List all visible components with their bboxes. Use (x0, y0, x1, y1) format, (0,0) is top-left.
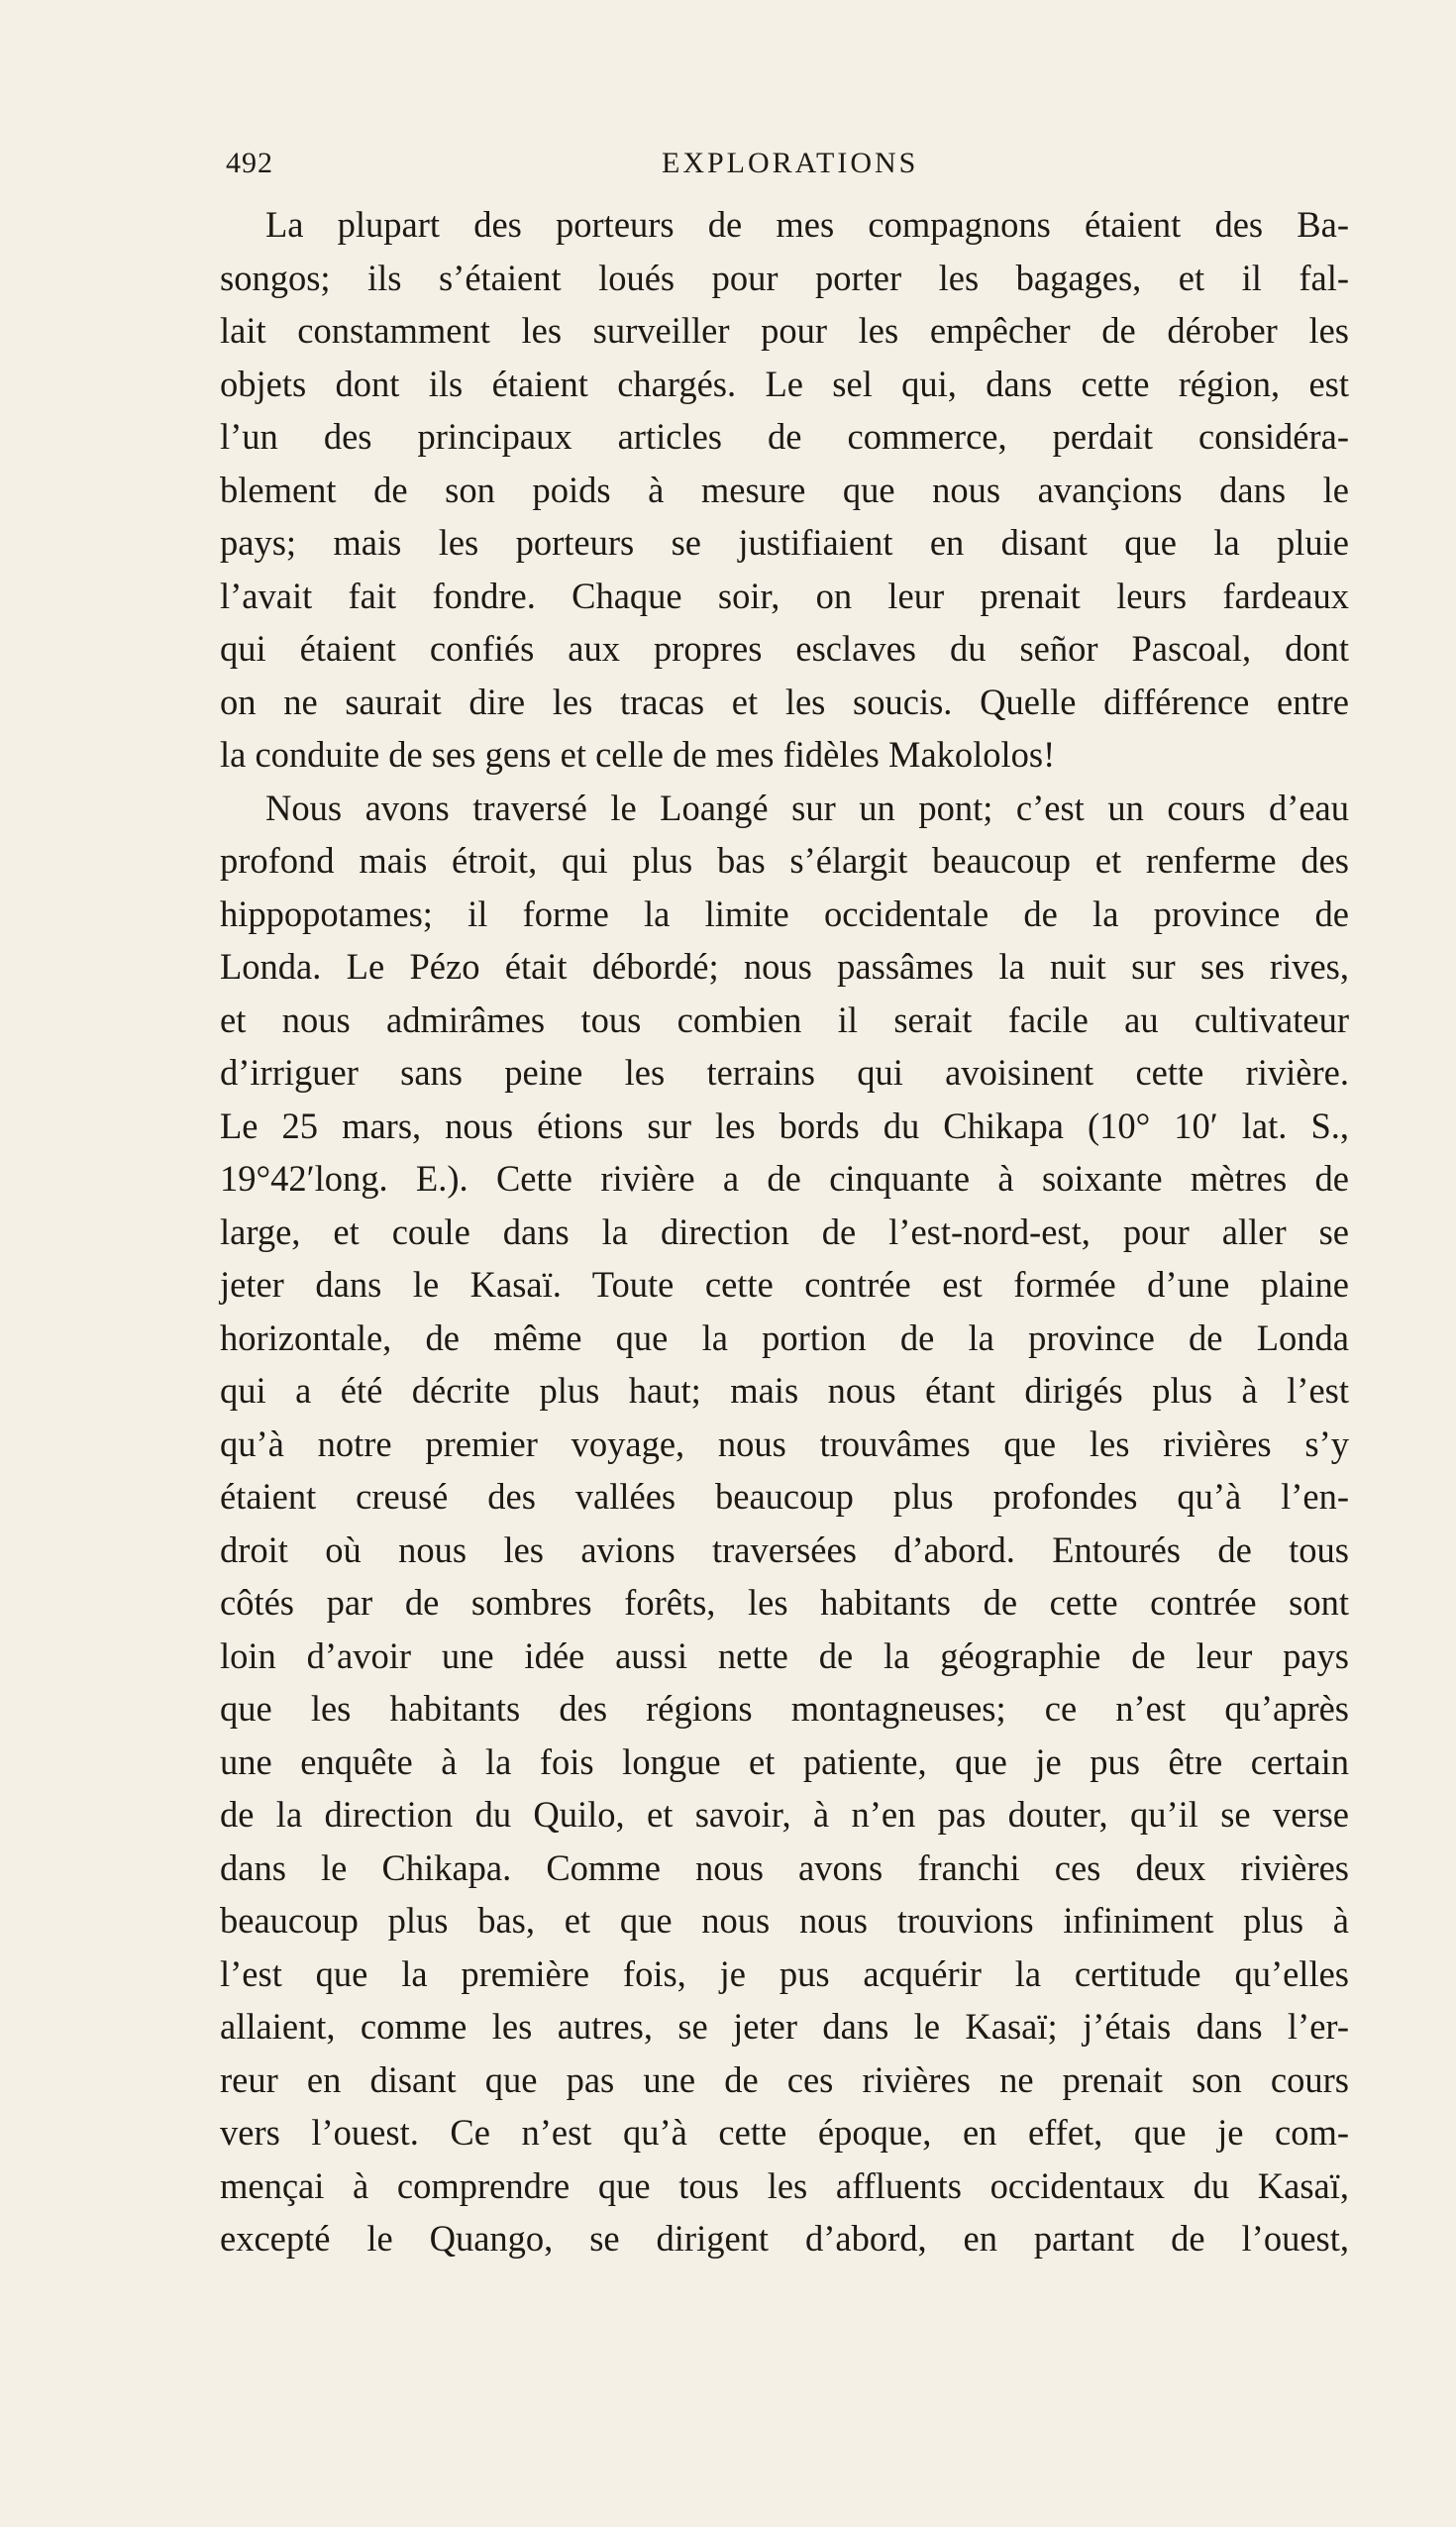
text-line: 19°42′long. E.). Cette rivière a de cinquante à soixante mètres de (220, 1158, 1349, 1199)
text-line: l’est que la première fois, je pus acquérir la certitude qu’elles (220, 1952, 1349, 1994)
text-line: côtés par de sombres forêts, les habitants de cette contrée sont (220, 1582, 1349, 1623)
text-line: étaient creusé des vallées beaucoup plus profondes qu’à l’en- (220, 1476, 1349, 1517)
text-line: Londa. Le Pézo était débordé; nous passâmes la nuit sur ses rives, (220, 946, 1349, 987)
text-line: d’irriguer sans peine les terrains qui avoisinent cette rivière. (220, 1052, 1349, 1093)
text-line: blement de son poids à mesure que nous avançions dans le (220, 469, 1349, 510)
paragraph-1 (220, 198, 1349, 782)
page-number: 492 (226, 147, 273, 179)
text-line: qui étaient confiés aux propres esclaves du señor Pascoal, dont (220, 628, 1349, 669)
text-line: vers l’ouest. Ce n’est qu’à cette époque, en effet, que je com- (220, 2112, 1349, 2153)
text-line: loin d’avoir une idée aussi nette de la géographie de leur pays (220, 1634, 1349, 1676)
paragraph-2 (220, 782, 1349, 2265)
text-line: on ne saurait dire les tracas et les soucis. Quelle différence entre (220, 681, 1349, 722)
text-line: lait constamment les surveiller pour les empêcher de dérober les (220, 310, 1349, 351)
text-line: droit où nous les avions traversées d’abord. Entourés de tous (220, 1528, 1349, 1570)
text-line: et nous admirâmes tous combien il serait facile au cultivateur (220, 999, 1349, 1040)
text-line: une enquête à la fois longue et patiente, que je pus être certain (220, 1740, 1349, 1782)
text-line: pays; mais les porteurs se justifiaient en disant que la pluie (220, 522, 1349, 563)
text-line: horizontale, de même que la portion de la province de Londa (220, 1316, 1349, 1358)
text-line: beaucoup plus bas, et que nous nous trouvions infiniment plus à (220, 1900, 1349, 1941)
text-line: Le 25 mars, nous étions sur les bords du Chikapa (10° 10′ lat. S., (220, 1105, 1349, 1146)
text-line: la conduite de ses gens et celle de mes fidèles Makololos! (220, 734, 1056, 775)
text-line: objets dont ils étaient chargés. Le sel qui, dans cette région, est (220, 363, 1349, 404)
text-line: l’avait fait fondre. Chaque soir, on leur prenait leurs fardeaux (220, 575, 1349, 616)
text-line: dans le Chikapa. Comme nous avons franchi ces deux rivières (220, 1846, 1349, 1888)
text-line: mençai à comprendre que tous les affluents occidentaux du Kasaï, (220, 2164, 1349, 2206)
text-line: songos; ils s’étaient loués pour porter les bagages, et il fal- (220, 257, 1349, 298)
text-line: qu’à notre premier voyage, nous trouvâmes que les rivières s’y (220, 1422, 1349, 1464)
running-head (226, 147, 1381, 186)
text-line: reur en disant que pas une de ces rivières ne prenait son cours (220, 2058, 1349, 2100)
text-line: l’un des principaux articles de commerce, perdait considéra- (220, 416, 1349, 457)
body-text (220, 198, 1349, 2265)
text-line: qui a été décrite plus haut; mais nous étant dirigés plus à l’est (220, 1370, 1349, 1411)
text-line: Nous avons traversé le Loangé sur un pont; c’est un cours d’eau (265, 787, 1349, 828)
text-line: de la direction du Quilo, et savoir, à n’en pas douter, qu’il se verse (220, 1794, 1349, 1835)
text-line: hippopotames; il forme la limite occidentale de la province de (220, 893, 1349, 934)
text-line: profond mais étroit, qui plus bas s’élargit beaucoup et renferme des (220, 840, 1349, 881)
text-line: La plupart des porteurs de mes compagnons étaient des Ba- (265, 204, 1349, 245)
text-line: excepté le Quango, se dirigent d’abord, en partant de l’ouest, (220, 2218, 1349, 2259)
text-line: large, et coule dans la direction de l’est-nord-est, pour aller se (220, 1211, 1349, 1252)
text-line: allaient, comme les autres, se jeter dans le Kasaï; j’étais dans l’er- (220, 2006, 1349, 2047)
text-line: jeter dans le Kasaï. Toute cette contrée est formée d’une plaine (220, 1264, 1349, 1305)
running-head-title: EXPLORATIONS (662, 147, 919, 179)
text-line: que les habitants des régions montagneuses; ce n’est qu’après (220, 1688, 1349, 1729)
